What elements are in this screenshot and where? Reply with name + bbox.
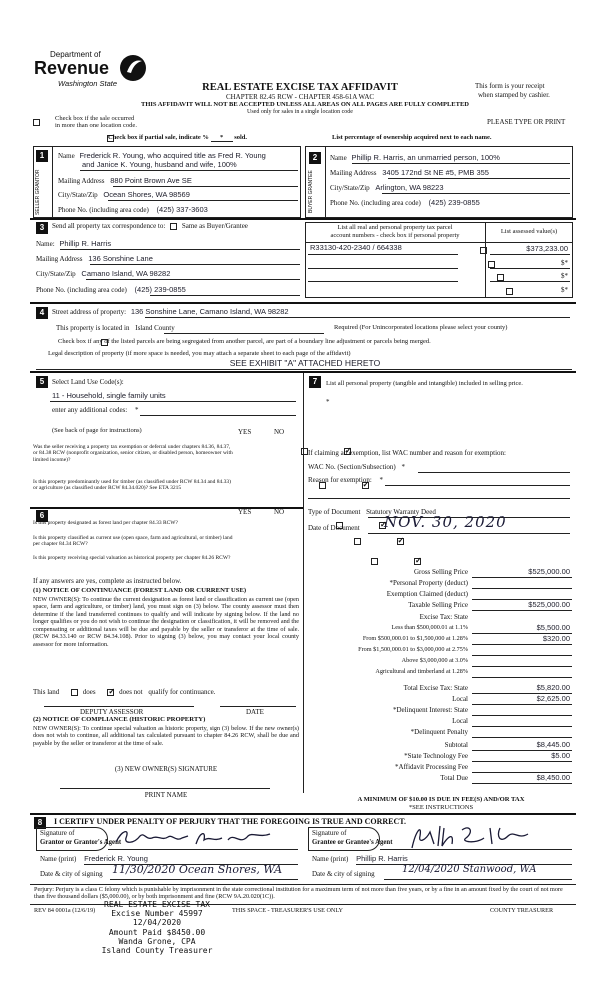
doc-date-row [308, 524, 360, 532]
see-back-note: (See back of page for instructions) [52, 427, 142, 434]
tax-row-label: Taxable Selling Price [408, 601, 468, 609]
parcel-heading-2: account numbers - check box if personal property [330, 232, 460, 239]
assessed-heading: List assessed value(s) [500, 228, 558, 235]
tax-row-label: Above $3,000,000 at 3.0% [401, 657, 468, 664]
seller-mailing-label: Mailing Address [58, 177, 105, 185]
doc-date-label: Date of Document [308, 524, 360, 532]
s6-q2-yes[interactable] [354, 538, 361, 545]
stamp-line-6: Island County Treasurer [101, 945, 213, 955]
s6-q3-no[interactable] [414, 558, 421, 565]
grantee-signature[interactable] [404, 822, 544, 852]
additional-codes-label: enter any additional codes: [52, 406, 128, 414]
tax-row-label: Excise Tax: State [419, 613, 468, 621]
assessed-value-2[interactable]: $* [561, 259, 568, 267]
seller-name-line-1[interactable]: Frederick R. Young, who acquired title as Fred R. Young [79, 151, 266, 160]
multi-location-checkbox[interactable] [33, 119, 40, 126]
dor-logo [34, 50, 149, 98]
s6-no-header: NO [274, 508, 285, 516]
correspondence-phone-label: Phone No. (including area code) [36, 286, 127, 294]
assessed-value-3[interactable]: $* [561, 272, 568, 280]
correspondence-city-row [36, 270, 170, 279]
street-address-value[interactable]: 136 Sonshine Lane, Camano Island, WA 98282 [130, 307, 289, 316]
tax-row-label: Total Excise Tax: State [403, 684, 468, 692]
dor-logo-line1: Department of [50, 50, 101, 59]
qualify-row [33, 688, 215, 696]
s6-yes-header: YES [238, 508, 252, 516]
grantee-name-value[interactable]: Phillip R. Harris [356, 854, 408, 863]
s5-question-1: Was the seller receiving a property tax exemption or deferral under chapters 84.36, 84.37, or 84.38 RCW (nonprofit organization, senior citizen, or disabled person, homeowner with limited income)? [33, 444, 233, 463]
tax-row-line [472, 761, 572, 762]
form-number: REV 84 0001a (12/6/19) [34, 907, 96, 914]
wac-row [308, 463, 405, 471]
section-7-number: 7 [309, 376, 321, 388]
buyer-phone-value[interactable]: (425) 239-0855 [428, 198, 480, 207]
seller-mailing-row [58, 177, 192, 186]
does-label: does [82, 688, 96, 696]
buyer-name-value[interactable]: Phillip R. Harris, an unmarried person, 100% [351, 153, 500, 162]
additional-codes-value[interactable]: * [134, 406, 139, 414]
list-percentage-note: List percentage of ownership acquired next to each name. [332, 134, 492, 141]
tax-row-value[interactable]: $5.00 [551, 751, 570, 760]
segregated-label: Check box if any of the listed parcels are being segregated from another parcel, are part of a boundary line adjustment or parcels being merged. [58, 338, 431, 345]
buyer-phone-label: Phone No. (including area code) [330, 199, 421, 207]
seller-city-label: City/State/Zip [58, 191, 98, 199]
doc-type-value[interactable]: Statutory Warranty Deed [366, 508, 436, 516]
tax-row-line [472, 577, 572, 578]
partial-sale-label: Check box if partial sale, indicate % [108, 134, 209, 141]
assessed-value-1[interactable]: $373,233.00 [526, 244, 568, 253]
tax-row-label: Local [452, 695, 468, 703]
tax-row-line [472, 655, 572, 656]
correspondence-heading: Send all property tax correspondence to: [52, 222, 166, 230]
notice-compliance-title: (2) NOTICE OF COMPLIANCE (HISTORIC PROPERTY) [33, 716, 206, 723]
section-4-number: 4 [36, 307, 48, 319]
grantor-signature-label-1: Signature of [40, 829, 75, 837]
correspondence-city-value[interactable]: Camano Island, WA 98282 [81, 269, 171, 278]
stamp-line-1: REAL ESTATE EXCISE TAX [104, 900, 210, 909]
s6-question-2: Is this property classified as current use (open space, farm and agricultural, or timber) land per chapter 84.34 RCW? [33, 535, 233, 548]
tax-row-line [472, 666, 572, 667]
multi-location-label-1: Check box if the sale occurred [55, 115, 135, 122]
seller-grantor-label: SELLER GRANTOR [35, 169, 41, 215]
buyer-mailing-label: Mailing Address [330, 169, 377, 177]
this-land-label: This land [33, 688, 60, 696]
tax-row-line [472, 588, 572, 589]
tax-row-label: Gross Selling Price [413, 568, 468, 576]
tax-row-label: *Delinquent Interest: State [392, 706, 468, 714]
sold-label: sold. [234, 134, 248, 141]
correspondence-phone-row [36, 286, 186, 295]
doc-date-value[interactable]: NOV. 30, 2020 [384, 513, 507, 531]
grantor-signature-label-2: Grantor or Grantor's Agent [40, 839, 122, 846]
tax-row-label: Subtotal [444, 741, 468, 749]
s5-question-2: Is this property predominantly used for timber (as classified under RCW 84.34 and 84.33) or agriculture (as classified under RCW 84.34.020)? See ETA 3215 [33, 479, 232, 492]
tax-row-label: *Affidavit Processing Fee [395, 763, 468, 771]
partial-sale-percent[interactable]: * [211, 134, 233, 142]
parcel-heading-1: List all real and personal property tax parcel [337, 224, 453, 231]
reason-label: Reason for exemption: [308, 476, 372, 484]
buyer-city-label: City/State/Zip [330, 184, 370, 192]
grantee-signature-label-2: Grantee or Grantee's Agent [312, 839, 393, 846]
stamp-line-3: 12/04/2020 [132, 918, 182, 928]
tax-row-line [472, 726, 572, 727]
grantor-date-label: Date & city of signing [40, 870, 103, 878]
treasurer-stamp [92, 900, 222, 955]
tax-row-label: *Delinquent Penalty [410, 728, 468, 736]
s5-no-header: NO [274, 428, 285, 436]
tax-row-value[interactable]: $5,500.00 [536, 623, 570, 632]
additional-codes-row [52, 406, 138, 414]
street-address-row [52, 308, 289, 317]
tax-row-line [472, 715, 572, 716]
grantee-date-value[interactable]: 12/04/2020 Stanwood, WA [402, 864, 537, 875]
tax-row-label: Agricultural and timberland at 1.28% [375, 668, 468, 675]
street-address-label: Street address of property: [52, 308, 127, 316]
same-as-buyer-checkbox[interactable] [170, 223, 177, 230]
tax-row-label: Total Due [440, 774, 468, 782]
personal-property-bullet[interactable]: * [326, 398, 330, 406]
receipt-note-2: when stamped by cashier. [478, 91, 550, 99]
tax-row-label: Local [452, 717, 468, 725]
multi-location-label-2: in more than one location code. [55, 122, 137, 129]
notice-continuance-body: NEW OWNER(S): To continue the current designation as forest land or classification as current use (open space, farm and agriculture, or timber) land, you must sign on (3) below. The county assessor must then determine if the land transferred continues to qualify and will indicate by signing below. If the land no longer qualifies or you do not wish to continue the designation or classification, it will be removed and the compensating or additional taxes will be due and payable by the seller or transferor at the time of sale. (RCW 84.33.140 or RCW 84.34.108). Prior to signing (3) below, you may contact your local county assessor for more information. [33, 596, 299, 648]
s6-q3-yes[interactable] [371, 558, 378, 565]
wac-label: WAC No. (Section/Subsection) [308, 463, 396, 471]
correspondence-name-row [36, 240, 111, 249]
grantee-date-label: Date & city of signing [312, 870, 375, 878]
buyer-mailing-row [330, 169, 489, 178]
form-warning: THIS AFFIDAVIT WILL NOT BE ACCEPTED UNLESS ALL AREAS ON ALL PAGES ARE FULLY COMPLETED [141, 101, 469, 108]
s6-question-1: Is this property designated as forest land per chapter 84.33 RCW? [33, 520, 178, 526]
please-type-note: PLEASE TYPE OR PRINT [487, 118, 566, 126]
tax-row-label: Exemption Claimed (deduct) [386, 590, 468, 598]
assessed-value-4[interactable]: $* [561, 286, 568, 294]
tax-row-value[interactable]: $2,625.00 [536, 694, 570, 703]
stamp-line-4: Amount Paid $8450.00 [108, 927, 206, 937]
s6-q2-no[interactable] [397, 538, 404, 545]
tax-row-label: *Personal Property (deduct) [389, 579, 468, 587]
does-not-checkbox[interactable] [107, 689, 114, 696]
same-as-buyer-label: Same as Buyer/Grantee [181, 222, 248, 230]
dor-logo-line3: Washington State [58, 79, 118, 88]
tax-row-value[interactable]: $525,000.00 [528, 600, 570, 609]
correspondence-mailing-value[interactable]: 136 Sonshine Lane [88, 254, 153, 263]
seller-city-row [58, 191, 190, 200]
land-use-value[interactable]: 11 - Household, single family units [52, 391, 166, 400]
tax-row-value[interactable]: $8,445.00 [536, 740, 570, 749]
section-6-number: 6 [36, 510, 48, 522]
tax-row-value[interactable]: $320.00 [542, 634, 570, 643]
tax-row-line [472, 677, 572, 678]
dor-logo-emblem-icon [118, 53, 148, 83]
tax-row-line [472, 737, 572, 738]
stamp-line-2: Excise Number 45997 [111, 909, 203, 919]
located-label: This property is located in [56, 324, 130, 332]
tax-row-label: From $1,500,000.01 to $3,000,000 at 2.75% [358, 646, 468, 653]
seller-city-value[interactable]: Ocean Shores, WA 98569 [103, 190, 190, 199]
minimum-due-note: A MINIMUM OF $10.00 IS DUE IN FEE(S) AND/OR TAX [357, 796, 525, 803]
notice-compliance-body: NEW OWNER(S): To continue special valuation as historic property, sign (3) below. If the new owner(s) does not wish to continue, all additional tax calculated pursuant to chapter 84.26 RCW, shall be due and payable by the seller or transferor at the time of sale. [33, 725, 299, 747]
form-subtitle: CHAPTER 82.45 RCW - CHAPTER 458-61A WAC [225, 93, 375, 101]
located-county[interactable]: Island County [135, 324, 175, 332]
section-1-number: 1 [36, 150, 48, 162]
tax-row-line [472, 610, 572, 611]
see-instructions-note: *SEE INSTRUCTIONS [408, 804, 474, 811]
buyer-grantee-label: BUYER GRANTEE [308, 170, 314, 214]
tax-row-line [472, 704, 572, 705]
correspondence-mailing-label: Mailing Address [36, 255, 83, 263]
tax-row-label: *State Technology Fee [404, 752, 468, 760]
tax-row-line [472, 783, 572, 784]
correspondence-mailing-row [36, 255, 153, 264]
does-not-label: does not [119, 688, 143, 696]
grantor-name-label: Name (print) [40, 855, 77, 863]
buyer-city-value[interactable]: Arlington, WA 98223 [375, 183, 444, 192]
print-name-label: PRINT NAME [144, 791, 188, 799]
grantee-date-row [312, 870, 375, 878]
correspondence-name-label: Name: [36, 240, 55, 248]
grantor-name-value[interactable]: Frederick R. Young [84, 854, 148, 863]
located-row [56, 324, 175, 332]
section-5-number: 5 [36, 376, 48, 388]
if-yes-note: If any answers are yes, complete as instructed below. [33, 577, 182, 585]
required-note: Required (For Unincorporated locations please select your county) [334, 324, 508, 331]
tax-row-line [472, 644, 572, 645]
exemption-claim-label: If claiming an exemption, list WAC number and reason for exemption: [308, 449, 506, 457]
buyer-city-row [330, 184, 444, 193]
legal-description-label: Legal description of property (if more space is needed, you may attach a separate sheet to each page of the affidavit) [48, 350, 351, 357]
grantor-date-value[interactable]: 11/30/2020 Ocean Shores, WA [112, 863, 283, 876]
used-only-note: Used only for sales in a single location code [247, 109, 353, 115]
correspondence-heading-row [52, 222, 248, 230]
treasurer-use-label: THIS SPACE - TREASURER'S USE ONLY [232, 907, 344, 914]
tax-row-value[interactable]: $8,450.00 [536, 773, 570, 782]
doc-type-label: Type of Document [308, 508, 361, 516]
section-3-number: 3 [36, 222, 48, 234]
perjury-statement: Perjury: Perjury is a class C felony which is punishable by imprisonment in the state correctional institution for a maximum term of not more than five years, or by a fine in an amount fixed by the court of not more than five thousand dollars ($5,000.00), or by both imprisonment and fine (RCW 9A.20.020(1C)). [34, 886, 563, 901]
correspondence-city-label: City/State/Zip [36, 270, 76, 278]
legal-description-value[interactable]: SEE EXHIBIT "A" ATTACHED HERETO [229, 358, 381, 368]
grantee-signature-label-1: Signature of [312, 829, 347, 837]
section-2-number: 2 [309, 152, 321, 164]
buyer-name-row [330, 154, 500, 163]
reason-row [308, 476, 383, 484]
wac-value[interactable]: * [401, 463, 405, 471]
receipt-note-1: This form is your receipt [475, 82, 545, 90]
s6-question-3: Is this property receiving special valuation as historical property per chapter 84.26 RCW? [33, 555, 231, 561]
reason-value[interactable]: * [379, 476, 384, 484]
seller-phone-label: Phone No. (including area code) [58, 206, 149, 214]
deputy-assessor-label: DEPUTY ASSESSOR [80, 708, 144, 716]
new-owner-signature-label: (3) NEW OWNER(S) SIGNATURE [114, 765, 218, 773]
grantor-date-row [40, 870, 103, 878]
grantee-name-label: Name (print) [312, 855, 349, 863]
seller-phone-value[interactable]: (425) 337-3603 [156, 205, 208, 214]
partial-sale-row [108, 134, 247, 142]
tax-row-label: From $500,000.01 to $1,500,000 at 1.28% [362, 635, 468, 642]
parcel-number-1[interactable]: R33130-420-2340 / 664338 [310, 243, 402, 252]
tax-row-value[interactable]: $525,000.00 [528, 567, 570, 576]
seller-name-line-2[interactable]: and Janice K. Young, husband and wife, 100% [82, 160, 237, 169]
certify-statement: I CERTIFY UNDER PENALTY OF PERJURY THAT THE FOREGOING IS TRUE AND CORRECT. [54, 817, 407, 826]
personal-property-heading: List all personal property (tangible and intangible) included in selling price. [326, 380, 523, 387]
correspondence-name-value[interactable]: Phillip R. Harris [59, 239, 112, 248]
stamp-line-5: Wanda Grone, CPA [118, 936, 196, 946]
deputy-date-label: DATE [246, 708, 264, 716]
seller-name-label: Name [58, 152, 75, 160]
personal-property-checkbox-1[interactable] [480, 247, 487, 254]
form-title: REAL ESTATE EXCISE TAX AFFIDAVIT [202, 82, 398, 93]
grantor-signature[interactable] [110, 826, 280, 850]
does-checkbox[interactable] [71, 689, 78, 696]
land-use-label: Select Land Use Code(s): [52, 378, 124, 386]
section-8-number: 8 [34, 817, 46, 829]
qualify-label: qualify for continuance. [148, 688, 216, 696]
buyer-mailing-value[interactable]: 3405 172nd St NE #5, PMB 355 [382, 168, 489, 177]
seller-phone-row [58, 206, 208, 215]
tax-row-value[interactable]: $5,820.00 [536, 683, 570, 692]
buyer-phone-row [330, 199, 480, 208]
notice-continuance-title: (1) NOTICE OF CONTINUANCE (FOREST LAND OR CURRENT USE) [33, 587, 247, 594]
correspondence-phone-value[interactable]: (425) 239-0855 [134, 285, 186, 294]
buyer-name-label: Name [330, 154, 347, 162]
dor-logo-line2: Revenue [34, 58, 110, 78]
s5-yes-header: YES [238, 428, 252, 436]
county-treasurer-label: COUNTY TREASURER [490, 907, 554, 914]
grantee-name-row [312, 855, 408, 864]
seller-mailing-value[interactable]: 880 Point Brown Ave SE [110, 176, 192, 185]
tax-row-label: Less than $500,000.01 at 1.1% [391, 624, 468, 631]
